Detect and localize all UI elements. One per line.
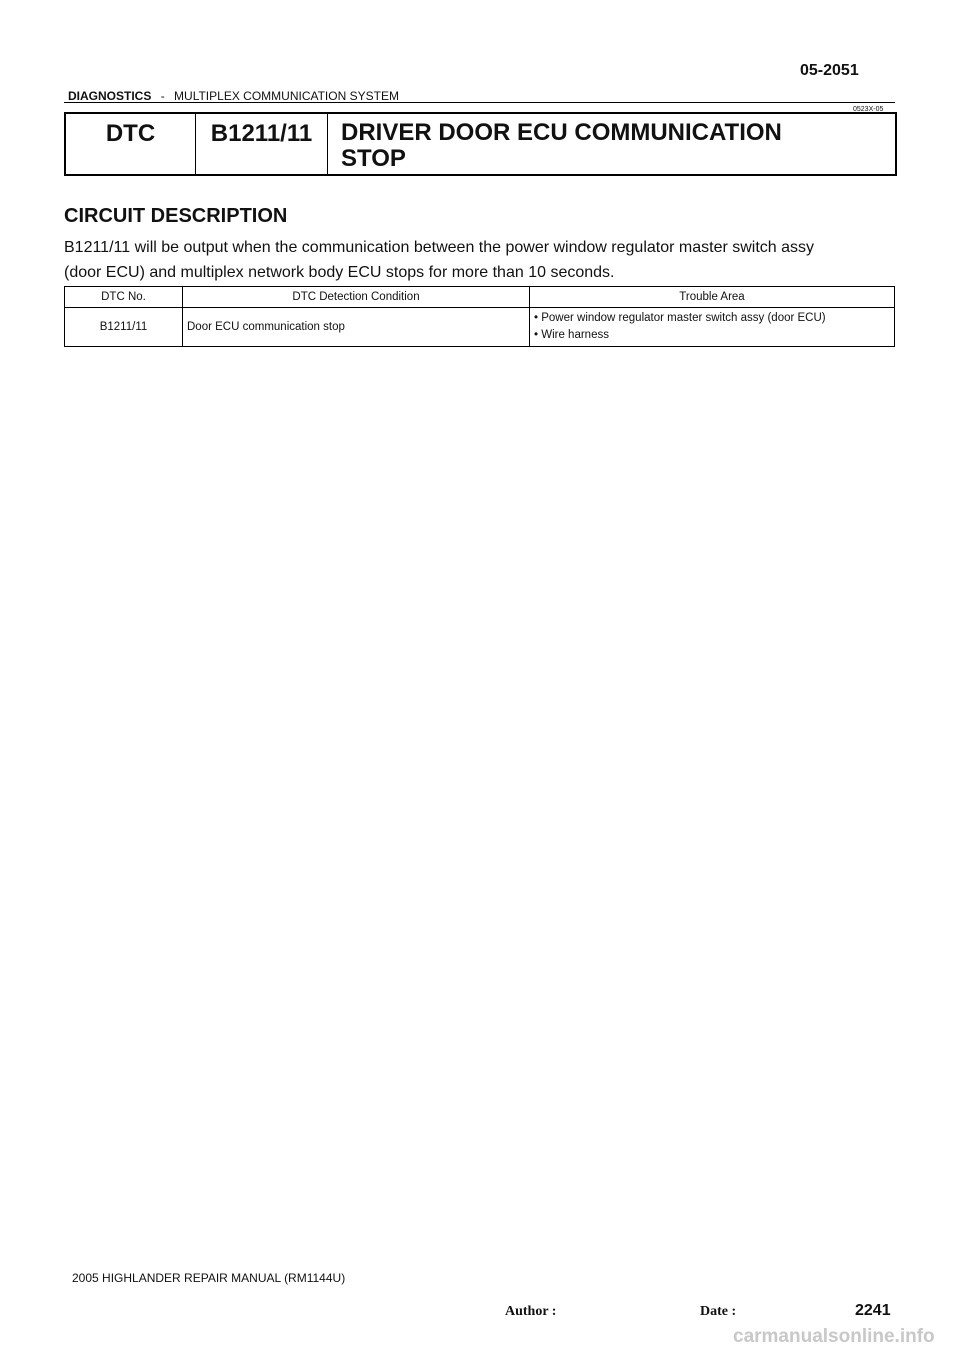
circuit-description-heading: CIRCUIT DESCRIPTION [64,205,288,227]
description-line-2: (door ECU) and multiplex network body ECU stops for more than 10 seconds. [64,264,615,281]
footer-manual-title: 2005 HIGHLANDER REPAIR MANUAL (RM1144U) [72,1271,346,1285]
circuit-description-text [64,235,904,285]
title-line-1: DRIVER DOOR ECU COMMUNICATION [341,119,782,146]
watermark: carmanualsonline.info [733,1326,935,1347]
title-label: DTC [66,114,196,174]
dtc-title-box [64,112,897,176]
dtc-table [64,286,895,347]
cell-dtc-no: B1211/11 [65,308,183,347]
trouble-area-item: • Power window regulator master switch assy (door ECU) [534,312,826,324]
cell-condition: Door ECU communication stop [183,308,530,347]
running-header [68,89,399,103]
header-dtc-no: DTC No. [65,287,183,308]
header-rule [64,102,895,103]
table-row [65,308,895,347]
table-header-row [65,287,895,308]
cell-trouble-area [530,308,895,347]
header-trouble-area: Trouble Area [530,287,895,308]
header-dash: - [160,89,165,103]
header-section: DIAGNOSTICS [68,89,152,103]
title-line-2: STOP [341,145,406,172]
title-name [328,114,895,174]
header-subsection: MULTIPLEX COMMUNICATION SYSTEM [174,89,399,103]
footer-page-number: 2241 [855,1302,891,1319]
doc-code: 0523X-05 [853,106,884,113]
header-detection-condition: DTC Detection Condition [183,287,530,308]
page-number: 05-2051 [800,62,859,79]
description-line-1: B1211/11 will be output when the communication between the power window regulator master switch assy [64,239,815,256]
trouble-area-item: • Wire harness [534,329,609,341]
footer-author-label: Author : [505,1304,557,1319]
title-code: B1211/11 [196,114,328,174]
footer-date-label: Date : [700,1304,737,1319]
